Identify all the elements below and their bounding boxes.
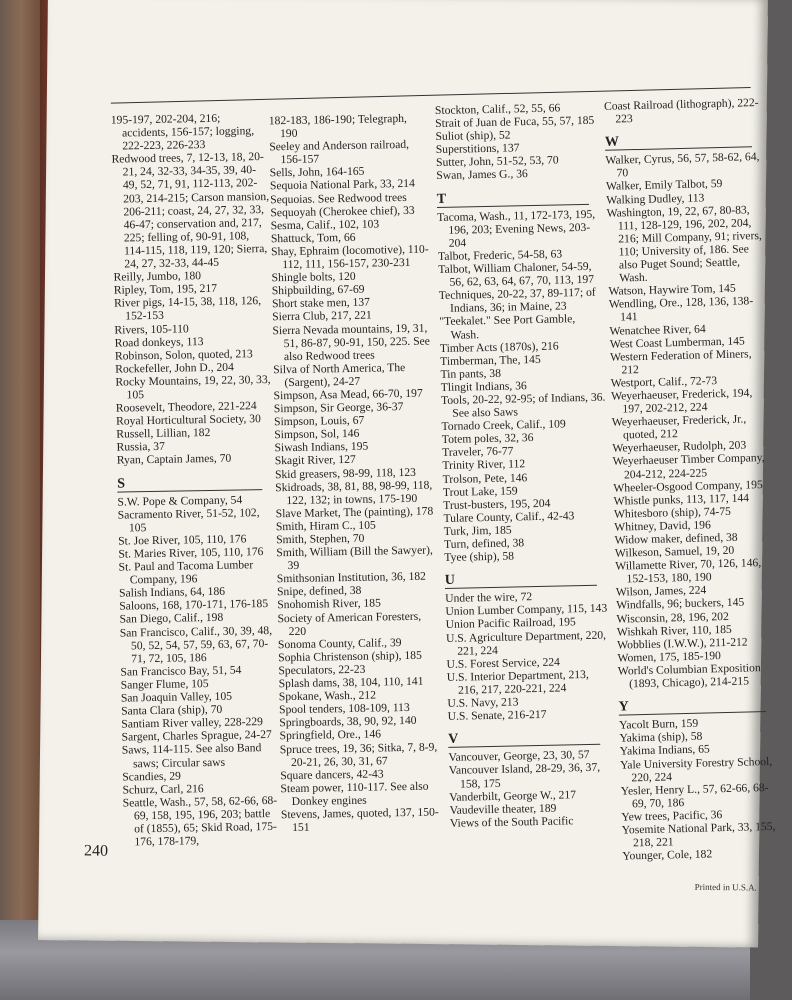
index-entry: Russia, 37: [116, 440, 165, 454]
printed-note: Printed in U.S.A.: [694, 881, 757, 893]
index-entry: Sacramento River, 51-52, 102, 105: [117, 505, 260, 535]
index-entry: Rockefeller, John D., 204: [115, 360, 234, 376]
index-entry: Walking Dudley, 113: [606, 190, 705, 207]
index-entry: U.S. Forest Service, 224: [446, 655, 561, 671]
index-entry: Vancouver, George, 23, 30, 57: [448, 748, 590, 765]
index-entry: Sanger Flume, 105: [120, 676, 209, 692]
index-entry: Sophia Christenson (ship), 185: [278, 648, 422, 665]
index-entry: U.S. Interior Department, 213, 216, 217, 220-221, 224: [446, 667, 589, 697]
section-letter: W: [605, 132, 753, 151]
index-entry: Rivers, 105-110: [114, 321, 189, 337]
index-entry: Suliot (ship), 52: [435, 128, 511, 144]
index-entry: Timber Acts (1870s), 216: [439, 339, 559, 355]
index-entry: Yacolt Burn, 159: [619, 716, 699, 732]
index-entry: Whitesboro (ship), 74-75: [613, 504, 732, 521]
index-entry: Under the wire, 72: [445, 590, 533, 606]
index-entry: Ryan, Captain James, 70: [116, 452, 232, 468]
index-entry: Saws, 114-115. See also Band saws; Circular saws: [121, 741, 262, 770]
index-entry: Smith, Stephen, 70: [276, 531, 365, 547]
index-entry: Sesma, Calif., 102, 103: [270, 217, 380, 233]
index-entry: U.S. Senate, 216-217: [447, 707, 547, 724]
index-entry: San Francisco, Calif., 30, 39, 48, 50, 52, 54, 57, 59, 63, 67, 70-71, 72, 105, 186: [119, 623, 273, 666]
index-entry: Wheeler-Osgood Company, 195: [613, 477, 763, 495]
section-letter: T: [437, 189, 589, 207]
index-entry: Tacoma, Wash., 11, 172-173, 195, 196, 203; Evening News, 203-204: [437, 207, 596, 250]
index-entry: Sells, John, 164-165: [269, 165, 365, 180]
index-entry: Yale University Forestry School, 220, 224: [619, 754, 773, 784]
index-entry: Tlingit Indians, 36: [440, 379, 527, 394]
index-entry: River pigs, 14-15, 38, 118, 126, 152-153: [113, 294, 262, 323]
index-entry: Seattle, Wash., 57, 58, 62-66, 68-69, 158, 195, 196, 203; battle of (1855), 65; Skid Road, 175-176, 178-179,: [122, 793, 278, 849]
index-entry: Sonoma County, Calif., 39: [277, 635, 402, 651]
index-entry: Turn, defined, 38: [443, 536, 525, 551]
index-entry: Vanderbilt, George W., 217: [449, 787, 577, 804]
index-entry: Springboards, 38, 90, 92, 140: [279, 714, 417, 730]
index-entry: Views of the South Pacific: [449, 814, 574, 830]
index-entry: Splash dams, 38, 104, 110, 141: [278, 674, 424, 691]
index-entry: Vaudeville theater, 189: [449, 801, 557, 817]
index-entry: Vancouver Island, 28-29, 36, 37, 158, 175: [448, 761, 601, 791]
index-entry: Timberman, The, 145: [440, 352, 541, 368]
index-column-1: [111, 111, 282, 849]
page-number: 240: [83, 842, 109, 860]
index-entry: Wilson, James, 224: [615, 583, 707, 600]
index-entry: Swan, James G., 36: [436, 167, 528, 183]
index-page: [38, 0, 776, 947]
index-column-3: [435, 101, 615, 830]
index-entry: Union Lumber Company, 115, 143: [445, 601, 608, 619]
index-entry: Trout Lake, 159: [442, 484, 518, 499]
index-entry: San Joaquin Valley, 105: [120, 689, 233, 705]
index-entry: 195-197, 202-204, 216; accidents, 156-157; logging, 222-223, 226-233: [110, 111, 255, 153]
index-entry: Snohomish River, 185: [277, 596, 381, 612]
index-entry: Royal Horticultural Society, 30: [115, 412, 261, 428]
section-letter: U: [445, 571, 597, 589]
index-entry: Speculators, 22-23: [278, 662, 366, 678]
index-entry: Wenatchee River, 64: [609, 321, 706, 338]
index-entry: Coast Railroad (lithograph), 222-223: [603, 96, 759, 126]
index-entry: Skid greasers, 98-99, 118, 123: [274, 465, 417, 481]
index-entry: Sequoias. See Redwood trees: [270, 190, 407, 206]
index-entry: Santiam River valley, 228-229: [121, 715, 264, 731]
section-letter: Y: [619, 697, 767, 716]
index-entry: Skidroads, 38, 81, 88, 98-99, 118, 122, 132; in towns, 175-190: [275, 478, 433, 507]
index-entry: Talbot, William Chaloner, 54-59, 56, 62, 63, 64, 67, 70, 113, 197: [438, 259, 595, 289]
index-entry: Tyee (ship), 58: [444, 549, 515, 565]
index-entry: Younger, Cole, 182: [622, 847, 713, 863]
index-entry: Smithsonian Institution, 36, 182: [276, 569, 427, 586]
index-entry: Redwood trees, 7, 12-13, 18, 20-21, 24, 32-33, 34-35, 39, 40-49, 52, 71, 91, 112-113, 202-203, 214-215; Carson mansion, 206-211; coast, 24, 27, 32, 33, 46-47; conservation and, 217, 225; felling of, 90-91, 108, 114-115, 118, 119, 120; Sierra, 24, 27, 32-33, 44-45: [111, 150, 270, 271]
index-entry: Westport, Calif., 72-73: [610, 374, 718, 390]
index-entry: Tin pants, 38: [440, 366, 502, 381]
index-entry: Turk, Jim, 185: [443, 523, 512, 538]
index-entry: Snipe, defined, 38: [276, 584, 362, 599]
index-entry: Sequoyah (Cherokee chief), 33: [270, 203, 415, 219]
index-entry: Widow maker, defined, 38: [614, 530, 738, 547]
index-entry: Spokane, Wash., 212: [278, 688, 377, 704]
index-entry: Yew trees, Pacific, 36: [621, 808, 723, 824]
index-entry: Roosevelt, Theodore, 221-224: [115, 399, 257, 415]
index-entry: Square dancers, 42-43: [280, 767, 384, 782]
index-entry: Seeley and Anderson railroad, 156-157: [269, 138, 410, 167]
index-entry: Springfield, Ore., 146: [279, 727, 382, 743]
index-entry: Wishkah River, 110, 185: [616, 622, 732, 639]
index-entry: Shingle bolts, 120: [271, 269, 356, 285]
index-entry: San Diego, Calif., 198: [119, 611, 224, 627]
index-entry: S.W. Pope & Company, 54: [117, 493, 243, 509]
index-entry: Reilly, Jumbo, 180: [113, 269, 202, 284]
section-letter: V: [448, 730, 600, 748]
index-entry: Strait of Juan de Fuca, 55, 57, 185: [435, 113, 595, 131]
index-column-4: [604, 96, 783, 863]
index-entry: Smith, William (Bill the Sawyer), 39: [276, 543, 433, 573]
index-entry: Slave Market, The (painting), 178: [275, 504, 434, 521]
index-entry: Western Federation of Miners, 212: [610, 346, 752, 377]
index-entry: Simpson, Sir George, 36-37: [273, 400, 404, 416]
index-entry: Shattuck, Tom, 66: [270, 230, 356, 246]
index-entry: Walker, Cyrus, 56, 57, 58-62, 64, 70: [605, 150, 760, 180]
index-entry: St. Maries River, 105, 110, 176: [118, 545, 264, 561]
index-entry: Wisconsin, 28, 196, 202: [616, 609, 729, 626]
index-entry: Wendling, Ore., 128, 136, 138-141: [608, 294, 754, 324]
index-entry: Spool tenders, 108-109, 113: [278, 701, 410, 717]
index-entry: Trust-busters, 195, 204: [443, 496, 551, 512]
index-entry: Simpson, Louis, 67: [273, 413, 365, 429]
index-entry: Spruce trees, 19, 36; Sitka, 7, 8-9, 20-21, 26, 30, 31, 67: [279, 739, 438, 769]
index-entry: Simpson, Sol, 146: [274, 427, 360, 442]
index-entry: Union Pacific Railroad, 195: [445, 615, 576, 632]
index-entry: Totem poles, 32, 36: [441, 431, 534, 447]
index-entry: Weyerhaeuser Timber Company, 204-212, 224-225: [612, 451, 765, 481]
index-entry: Rocky Mountains, 19, 22, 30, 33, 105: [115, 372, 271, 402]
index-entry: Sutter, John, 51-52, 53, 70: [435, 153, 559, 170]
index-entry: Yakima Indians, 65: [619, 742, 710, 759]
index-entry: Willamette River, 70, 126, 146, 152-153, 180, 190: [615, 556, 762, 586]
index-entry: San Francisco Bay, 51, 54: [120, 663, 242, 679]
index-entry: U.S. Agriculture Department, 220, 221, 224: [445, 628, 607, 658]
index-entry: Shipbuilding, 67-69: [271, 282, 365, 298]
index-entry: Ripley, Tom, 195, 217: [113, 282, 218, 297]
index-entry: Whistle punks, 113, 117, 144: [613, 491, 750, 508]
index-entry: Sierra Nevada mountains, 19, 31, 51, 86-87, 90-91, 150, 225. See also Redwood trees: [272, 321, 431, 363]
index-entry: Trolson, Pete, 146: [442, 470, 528, 486]
index-entry: Short stake men, 137: [271, 295, 371, 311]
index-entry: U.S. Navy, 213: [447, 695, 519, 710]
index-entry: Yosemite National Park, 33, 155, 218, 221: [621, 819, 776, 850]
index-entry: Trinity River, 112: [442, 457, 526, 473]
index-entry: Weyerhaeuser, Frederick, Jr., quoted, 212: [611, 412, 747, 442]
index-entry: Tools, 20-22, 92-95; of Indians, 36. See also Saws: [440, 390, 606, 420]
index-entry: Shay, Ephraim (locomotive), 110-112, 111, 156-157, 230-231: [270, 242, 429, 272]
index-entry: Weyerhaeuser, Rudolph, 203: [612, 438, 747, 456]
index-entry: Salish Indians, 64, 186: [118, 585, 226, 600]
index-entry: Robinson, Solon, quoted, 213: [114, 346, 253, 363]
index-entry: Silva of North America, The (Sargent), 24-27: [273, 360, 406, 389]
index-entry: St. Joe River, 105, 110, 176: [118, 532, 247, 548]
index-entry: Siwash Indians, 195: [274, 439, 369, 455]
index-entry: Walker, Emily Talbot, 59: [605, 177, 723, 194]
index-entry: St. Paul and Tacoma Lumber Company, 196: [118, 558, 254, 587]
index-entry: Whitney, David, 196: [614, 518, 711, 534]
index-entry: Wobblies (I.W.W.), 211-212: [617, 635, 748, 652]
index-entry: Simpson, Asa Mead, 66-70, 197: [273, 386, 423, 403]
index-entry: World's Columbian Exposition (1893, Chicago), 214-215: [617, 661, 761, 691]
index-entry: Russell, Lillian, 182: [116, 426, 211, 441]
index-entry: Stockton, Calif., 52, 55, 66: [434, 101, 561, 118]
index-entry: Saloons, 168, 170-171, 176-185: [119, 597, 269, 613]
index-entry: Tulare County, Calif., 42-43: [443, 509, 575, 525]
index-entry: Wilkeson, Samuel, 19, 20: [614, 543, 735, 560]
index-entry: Watson, Haywire Tom, 145: [608, 281, 736, 298]
index-entry: Road donkeys, 113: [114, 334, 204, 350]
index-entry: Weyerhaeuser, Frederick, 194, 197, 202-212, 224: [610, 386, 753, 416]
index-entry: Society of American Foresters, 220: [277, 609, 422, 638]
index-entry: Skagit River, 127: [274, 453, 356, 468]
index-entry: West Coast Lumberman, 145: [609, 334, 745, 351]
index-entry: Talbot, Frederic, 54-58, 63: [437, 247, 563, 263]
index-entry: Schurz, Carl, 216: [122, 781, 204, 797]
index-entry: Yesler, Henry L., 57, 62-66, 68-69, 70, 186: [620, 780, 769, 811]
index-entry: Stevens, James, quoted, 137, 150-151: [280, 805, 439, 835]
section-letter: S: [117, 475, 263, 493]
index-entry: 182-183, 186-190; Telegraph, 190: [268, 111, 407, 141]
index-entry: Tornado Creek, Calif., 109: [441, 417, 566, 434]
index-entry: Superstitions, 137: [435, 141, 520, 157]
index-entry: Techniques, 20-22, 37, 89-117; of Indians, 36; in Maine, 23: [438, 285, 596, 316]
index-column-2: [269, 112, 440, 835]
index-entry: Scandies, 29: [122, 769, 181, 784]
index-entry: Traveler, 76-77: [441, 444, 514, 460]
index-entry: Washington, 19, 22, 67, 80-83, 111, 128-129, 196, 202, 204, 216; Mill Company, 91; rivers, 110; University of, 186. See also Puget Sound; Seattle, Wash.: [606, 202, 762, 285]
index-entry: Santa Clara (ship), 70: [121, 702, 223, 718]
index-entry: Yakima (ship), 58: [619, 729, 703, 745]
index-entry: Smith, Hiram C., 105: [275, 518, 376, 534]
index-entry: Windfalls, 96; buckers, 145: [616, 596, 745, 613]
index-entry: Sargent, Charles Sprague, 24-27: [121, 728, 272, 744]
index-entry: Steam power, 110-117. See also Donkey engines: [280, 779, 429, 808]
index-entry: "Teekalet." See Port Gamble, Wash.: [439, 312, 576, 342]
index-entry: Women, 175, 185-190: [617, 648, 722, 665]
index-entry: Sierra Club, 217, 221: [272, 308, 372, 324]
index-entry: Sequoia National Park, 33, 214: [269, 177, 415, 193]
